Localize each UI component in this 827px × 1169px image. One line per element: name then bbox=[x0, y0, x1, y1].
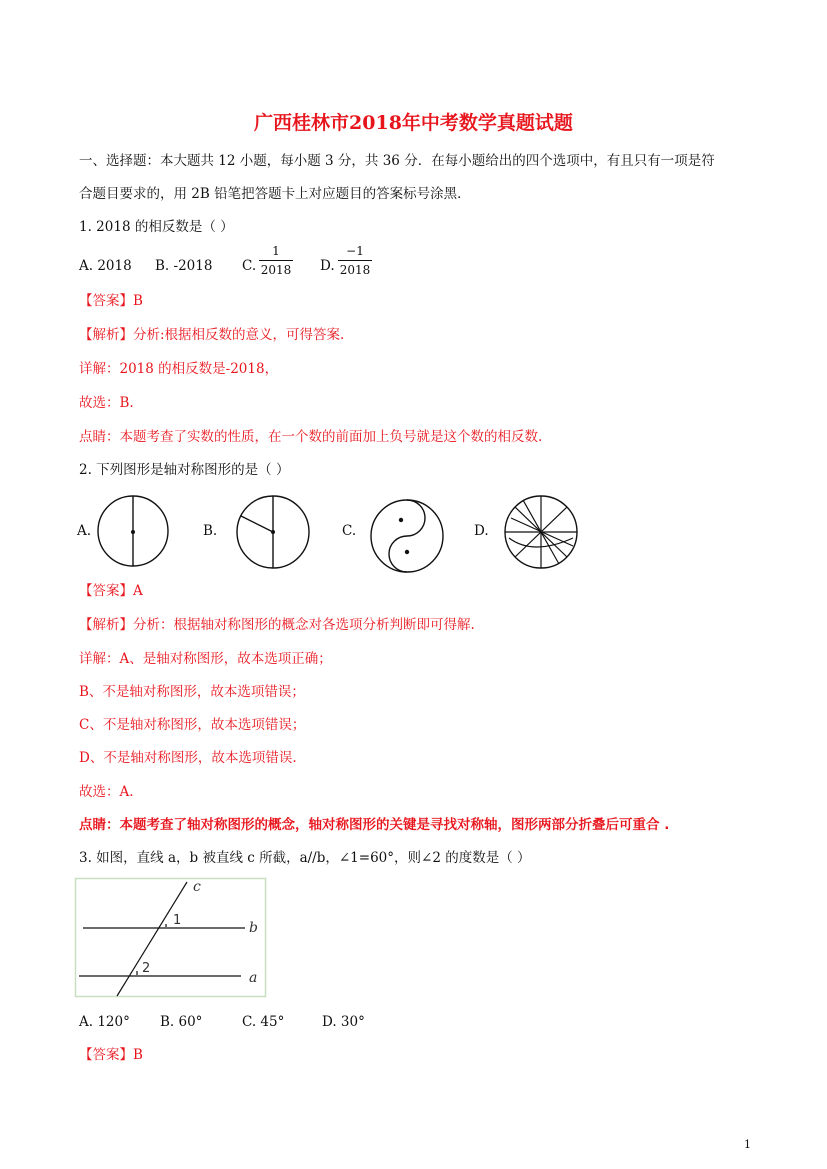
q3-option-c: C. 45° bbox=[242, 1014, 285, 1030]
q1-analysis: 【解析】分析:根据相反数的意义，可得答案. bbox=[79, 327, 345, 343]
section-intro-line1: 一、选择题：本大题共 12 小题，每小题 3 分，共 36 分．在每小题给出的四个选项中，有且只有一项是符 bbox=[79, 153, 715, 169]
q2-option-b-label: B. bbox=[203, 523, 218, 539]
q1-option-d-denominator: 2018 bbox=[339, 263, 371, 277]
q2-analysis: 【解析】分析：根据轴对称图形的概念对各选项分析判断即可得解. bbox=[79, 617, 475, 633]
q2-detail-d: D、不是轴对称图形，故本选项错误. bbox=[79, 750, 297, 766]
q1-option-c-label: C. bbox=[242, 258, 257, 274]
q2-figure-b bbox=[235, 494, 311, 570]
q2-stem: 2. 下列图形是轴对称图形的是（ ） bbox=[79, 462, 290, 478]
q2-figure-a bbox=[96, 494, 170, 568]
q1-detail: 详解：2018 的相反数是-2018， bbox=[79, 361, 279, 377]
q1-option-d-label: D. bbox=[320, 258, 335, 274]
q2-detail-a: 详解：A、是轴对称图形，故本选项正确； bbox=[79, 651, 332, 667]
q1-option-b: B. -2018 bbox=[155, 258, 213, 274]
q1-option-d-numerator: −1 bbox=[338, 244, 372, 261]
q3-option-b: B. 60° bbox=[160, 1014, 203, 1030]
q1-option-c-fraction bbox=[259, 244, 293, 277]
page-title: 广西桂林市2018年中考数学真题试题 bbox=[254, 112, 573, 134]
q1-option-c-numerator: 1 bbox=[259, 244, 293, 261]
q3-label-angle-2: 2 bbox=[142, 961, 151, 976]
q2-answer: 【答案】A bbox=[79, 583, 143, 599]
q3-answer: 【答案】B bbox=[79, 1047, 143, 1063]
q1-stem: 1. 2018 的相反数是（ ） bbox=[79, 219, 234, 235]
q1-option-d-fraction bbox=[338, 244, 372, 277]
q1-choose: 故选：B. bbox=[79, 395, 134, 411]
section-intro-line2: 合题目要求的，用 2B 铅笔把答题卡上对应题目的答案标号涂黑． bbox=[79, 186, 471, 202]
q3-label-c: c bbox=[193, 879, 201, 895]
page-number: 1 bbox=[744, 1138, 751, 1151]
q2-detail-b: B、不是轴对称图形，故本选项错误； bbox=[79, 684, 305, 700]
q1-option-a: A. 2018 bbox=[79, 258, 132, 274]
q2-comment: 点睛：本题考查了轴对称图形的概念，轴对称图形的关键是寻找对称轴，图形两部分折叠后可重合 . bbox=[79, 817, 670, 833]
q3-stem: 3. 如图，直线 a，b 被直线 c 所截，a//b，∠1=60°，则∠2 的度数是（ ） bbox=[79, 850, 531, 866]
q3-label-a: a bbox=[249, 970, 258, 986]
q2-option-d-label: D. bbox=[474, 523, 489, 539]
q3-option-d: D. 30° bbox=[322, 1014, 365, 1030]
q1-comment: 点睛：本题考查了实数的性质，在一个数的前面加上负号就是这个数的相反数. bbox=[79, 429, 543, 445]
q3-figure-parallel-lines bbox=[75, 878, 267, 998]
q3-label-b: b bbox=[249, 920, 258, 936]
q2-option-a-label: A. bbox=[77, 523, 92, 539]
q3-option-a: A. 120° bbox=[79, 1014, 130, 1030]
q2-figure-c bbox=[369, 498, 445, 574]
q1-answer: 【答案】B bbox=[79, 293, 143, 309]
q2-detail-c: C、不是轴对称图形，故本选项错误； bbox=[79, 717, 306, 733]
q3-label-angle-1: 1 bbox=[173, 913, 182, 928]
q2-choose: 故选：A. bbox=[79, 784, 134, 800]
q2-option-c-label: C. bbox=[342, 523, 357, 539]
q1-option-c-denominator: 2018 bbox=[260, 263, 292, 277]
q2-figure-d bbox=[503, 494, 579, 570]
